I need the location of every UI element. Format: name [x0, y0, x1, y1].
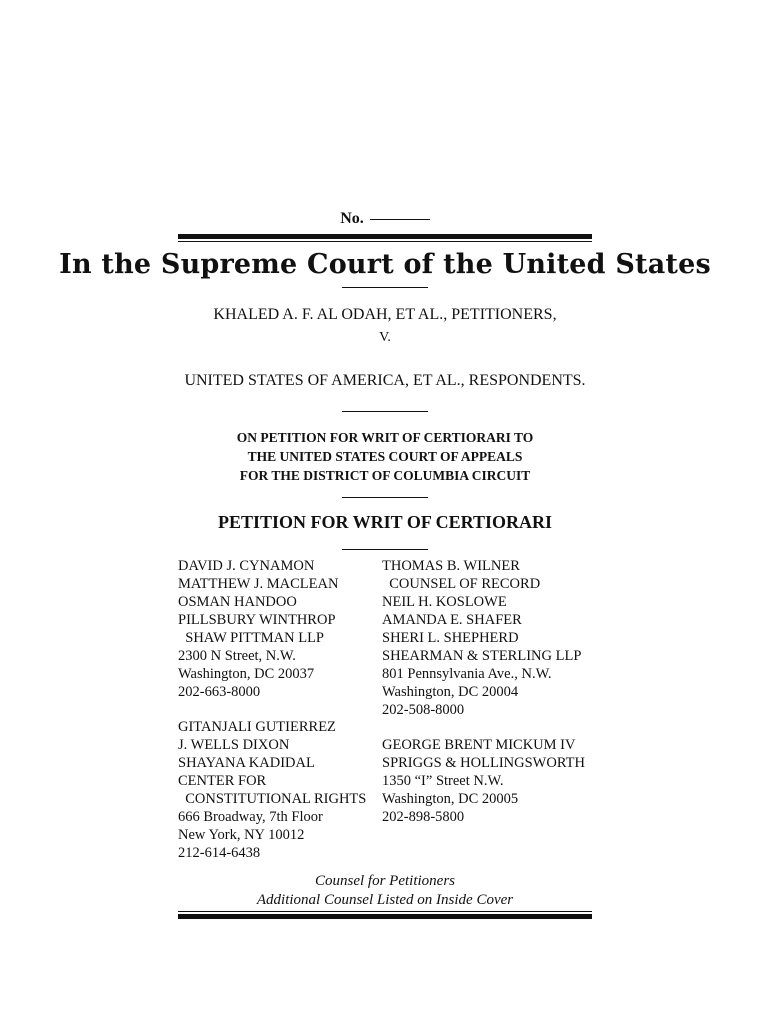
- caption-respondents: UNITED STATES OF AMERICA, ET AL., RESPONDENTS.: [184, 372, 586, 389]
- docket-number: [0, 210, 770, 228]
- counsel-address: 1350 “I” Street N.W.: [382, 773, 504, 789]
- counsel-firm: SPRIGGS & HOLLINGSWORTH: [382, 755, 585, 771]
- docket-blank: [370, 219, 430, 220]
- counsel-name: SHAYANA KADIDAL: [178, 755, 315, 771]
- counsel-name: J. WELLS DIXON: [178, 737, 290, 753]
- top-thick-rule: [178, 234, 592, 239]
- counsel-firm: PILLSBURY WINTHROP: [178, 612, 336, 628]
- counsel-city: Washington, DC 20037: [178, 666, 315, 682]
- court-title: In the Supreme Court of the United States: [59, 249, 711, 280]
- docket-label: No.: [340, 210, 364, 227]
- counsel-name: AMANDA E. SHAFER: [382, 612, 522, 628]
- counsel-phone: 202-898-5800: [382, 809, 465, 825]
- petition-on-rule: [342, 497, 428, 498]
- counsel-phone: 202-663-8000: [178, 684, 261, 700]
- counsel-left-group-1: [178, 557, 338, 701]
- counsel-of-record: COUNSEL OF RECORD: [382, 576, 541, 592]
- counsel-name: THOMAS B. WILNER: [382, 558, 520, 574]
- counsel-firm: SHEARMAN & STERLING LLP: [382, 648, 582, 664]
- title-underline-rule: [342, 287, 428, 288]
- petition-on-line-3: FOR THE DISTRICT OF COLUMBIA CIRCUIT: [239, 468, 531, 483]
- counsel-right-group-1: [382, 557, 581, 719]
- counsel-address: 666 Broadway, 7th Floor: [178, 809, 323, 825]
- petition-title-rule: [342, 549, 428, 550]
- counsel-phone: 202-508-8000: [382, 702, 465, 718]
- petition-on-line-2: THE UNITED STATES COURT OF APPEALS: [247, 449, 523, 464]
- counsel-right-group-2: [382, 736, 585, 826]
- counsel-address: 801 Pennsylvania Ave., N.W.: [382, 666, 552, 682]
- counsel-name: NEIL H. KOSLOWE: [382, 594, 507, 610]
- petition-on-line-1: ON PETITION FOR WRIT OF CERTIORARI TO: [236, 430, 534, 445]
- counsel-name: GEORGE BRENT MICKUM IV: [382, 737, 576, 753]
- caption-versus: V.: [379, 330, 391, 345]
- counsel-phone: 212-614-6438: [178, 845, 261, 861]
- counsel-left-group-2: [178, 718, 366, 862]
- counsel-name: DAVID J. CYNAMON: [178, 558, 315, 574]
- counsel-for-petitioners: Counsel for Petitioners: [315, 873, 455, 889]
- counsel-city: Washington, DC 20004: [382, 684, 519, 700]
- counsel-city: New York, NY 10012: [178, 827, 305, 843]
- counsel-firm: CONSTITUTIONAL RIGHTS: [178, 791, 367, 807]
- counsel-firm: CENTER FOR: [178, 773, 267, 789]
- counsel-city: Washington, DC 20005: [382, 791, 519, 807]
- counsel-name: SHERI L. SHEPHERD: [382, 630, 519, 646]
- top-thin-rule: [178, 241, 592, 242]
- caption-petitioners: KHALED A. F. AL ODAH, ET AL., PETITIONERS,: [213, 306, 557, 323]
- counsel-address: 2300 N Street, N.W.: [178, 648, 296, 664]
- petition-title: PETITION FOR WRIT OF CERTIORARI: [217, 512, 553, 532]
- counsel-name: OSMAN HANDOO: [178, 594, 297, 610]
- counsel-name: GITANJALI GUTIERREZ: [178, 719, 336, 735]
- bottom-thick-rule: [178, 914, 592, 919]
- caption-rule: [342, 411, 428, 412]
- bottom-thin-rule: [178, 911, 592, 912]
- additional-counsel-note: Additional Counsel Listed on Inside Cover: [256, 892, 514, 908]
- counsel-firm: SHAW PITTMAN LLP: [178, 630, 324, 646]
- counsel-name: MATTHEW J. MACLEAN: [178, 576, 339, 592]
